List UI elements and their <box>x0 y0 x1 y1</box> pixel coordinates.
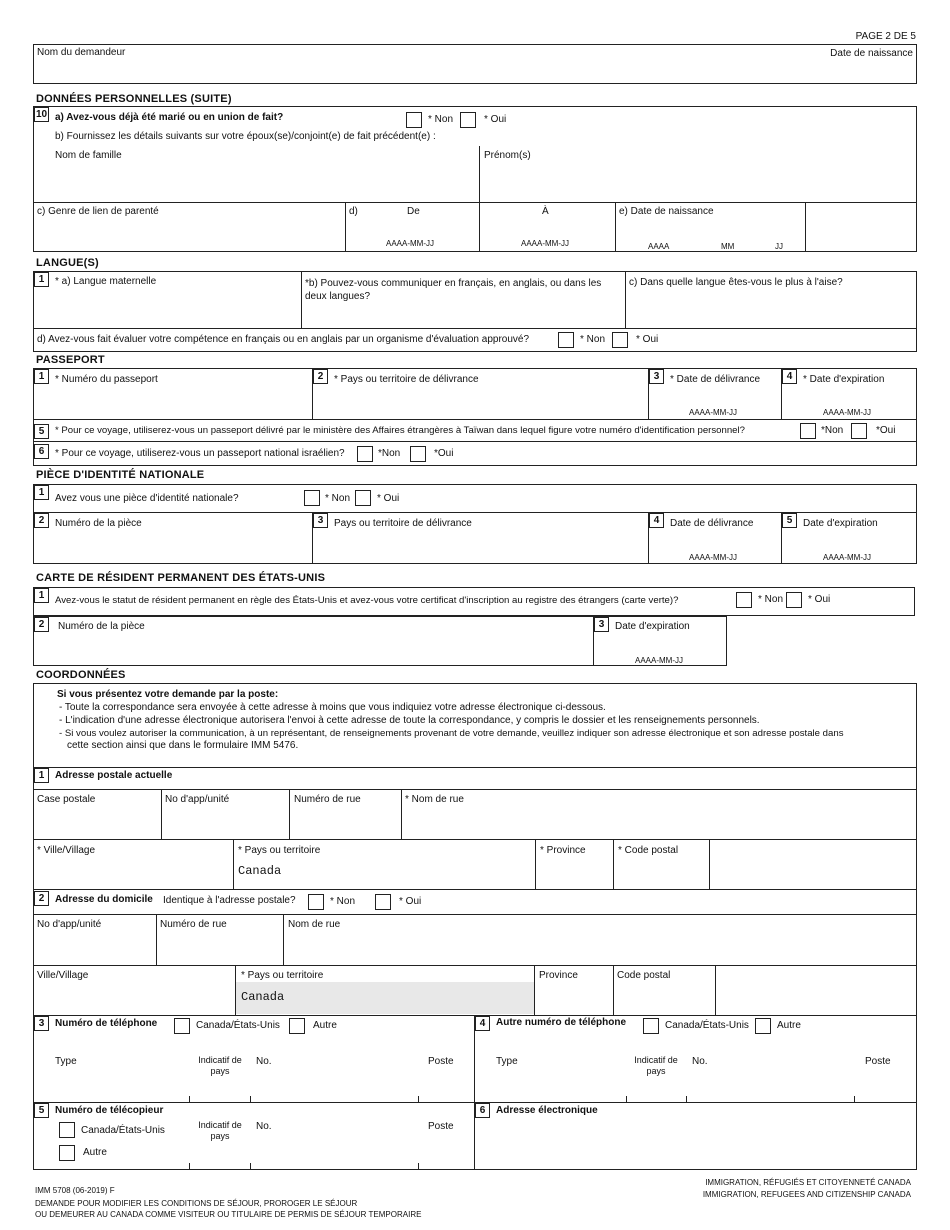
israel-yes-label: *Oui <box>434 448 454 459</box>
residential-address-title: Adresse du domicile <box>55 894 153 905</box>
apartment-unit-field[interactable]: No d'app/unité <box>165 794 230 805</box>
fax-country-code-field[interactable]: Indicatif de pays <box>198 1120 242 1141</box>
taiwan-yes-label: *Oui <box>876 425 896 436</box>
mail-instruction: - L'indication d'une adresse électronique autorisera l'envoi à cette adresse de toute la correspondance, y compris le dossier et les renseignements personnels. <box>59 715 760 726</box>
spouse-birth-date-field[interactable]: e) Date de naissance <box>619 206 714 217</box>
passport-country-field[interactable]: * Pays ou territoire de délivrance <box>334 374 479 385</box>
fax-title: Numéro de télécopieur <box>55 1105 164 1116</box>
taiwan-no-checkbox[interactable] <box>800 423 816 439</box>
passport-issue-date-field[interactable]: * Date de délivrance <box>670 374 761 385</box>
residential-country-select[interactable] <box>236 982 534 1014</box>
residential-street-name-field[interactable]: Nom de rue <box>288 919 341 930</box>
israel-no-checkbox[interactable] <box>357 446 373 462</box>
alt-phone-canada-us-checkbox[interactable] <box>643 1018 659 1034</box>
phone-extension-field[interactable]: Poste <box>428 1056 454 1067</box>
israel-no-label: *Non <box>378 448 401 459</box>
mail-instructions-title: Si vous présentez votre demande par la poste: <box>57 689 279 700</box>
spouse-given-name-field[interactable]: Prénom(s) <box>484 150 531 161</box>
taiwan-passport-question: * Pour ce voyage, utiliserez-vous un passeport délivré par le ministère des Affaires étrangères à Taïwan dans lequel figure votre numéro d'identification personnel? <box>55 425 745 436</box>
page-number: PAGE 2 DE 5 <box>855 31 916 42</box>
question-number: 6 <box>475 1103 490 1118</box>
department-name-en: IMMIGRATION, REFUGEES AND CITIZENSHIP CANADA <box>702 1190 911 1199</box>
spouse-family-name-field[interactable]: Nom de famille <box>55 150 122 161</box>
phone-canada-us-checkbox[interactable] <box>174 1018 190 1034</box>
phone-other-checkbox[interactable] <box>289 1018 305 1034</box>
same-address-no-label: * Non <box>330 896 356 907</box>
residential-postal-code-field[interactable]: Code postal <box>617 970 671 981</box>
mail-instruction: - Toute la correspondance sera envoyée à cette adresse à moins que vous indiquiez votre adresse électronique ci-dessous. <box>59 702 606 713</box>
national-id-yes-checkbox[interactable] <box>355 490 371 506</box>
from-date-field[interactable]: De <box>407 206 420 217</box>
contact-info-title: COORDONNÉES <box>36 669 126 681</box>
city-field[interactable]: * Ville/Village <box>37 845 96 856</box>
question-number: 5 <box>34 424 49 439</box>
question-number: 3 <box>649 369 664 384</box>
question-number: 4 <box>782 369 797 384</box>
language-test-no-checkbox[interactable] <box>558 332 574 348</box>
phone-type-field[interactable]: Type <box>55 1056 77 1067</box>
question-number: 2 <box>313 369 328 384</box>
phone-number-field[interactable]: No. <box>256 1056 272 1067</box>
national-id-yes-label: * Oui <box>377 493 400 504</box>
us-pr-card-no-checkbox[interactable] <box>736 592 752 608</box>
form-title-line: DEMANDE POUR MODIFIER LES CONDITIONS DE SÉJOUR, PROROGER LE SÉJOUR <box>35 1199 358 1208</box>
form-number: IMM 5708 (06-2019) F <box>35 1186 115 1195</box>
year-format: AAAA <box>648 242 670 251</box>
national-id-title: PIÈCE D'IDENTITÉ NATIONALE <box>36 469 205 481</box>
question-number: 1 <box>34 272 49 287</box>
language-test-yes-checkbox[interactable] <box>612 332 628 348</box>
same-address-yes-checkbox[interactable] <box>375 894 391 910</box>
native-language-field[interactable]: * a) Langue maternelle <box>55 276 157 287</box>
fax-canada-us-label: Canada/États-Unis <box>81 1125 165 1136</box>
alt-phone-country-code-field[interactable]: Indicatif de pays <box>634 1055 678 1076</box>
question-number: 5 <box>34 1103 49 1118</box>
mailing-address-title: Adresse postale actuelle <box>55 770 173 781</box>
same-address-no-checkbox[interactable] <box>308 894 324 910</box>
phone-country-code-field[interactable]: Indicatif de pays <box>198 1055 242 1076</box>
us-pr-card-number-field[interactable]: Numéro de la pièce <box>58 621 145 632</box>
country-label: * Pays ou territoire <box>238 845 321 856</box>
phone-other-label: Autre <box>313 1020 337 1031</box>
date-of-birth-label: Date de naissance <box>830 48 913 59</box>
us-pr-card-title: CARTE DE RÉSIDENT PERMANENT DES ÉTATS-UNIS <box>36 572 326 584</box>
residential-apartment-field[interactable]: No d'app/unité <box>37 919 102 930</box>
po-box-field[interactable]: Case postale <box>37 794 96 805</box>
day-format: JJ <box>775 242 783 251</box>
residential-province-field[interactable]: Province <box>539 970 578 981</box>
question-number: 1 <box>34 588 49 603</box>
question-number: 3 <box>313 513 328 528</box>
language-test-no-label: * Non <box>580 334 606 345</box>
applicant-name-field[interactable] <box>33 44 917 84</box>
expiry-date-format: AAAA-MM-JJ <box>635 656 683 665</box>
passport-title: PASSEPORT <box>36 354 105 366</box>
province-field[interactable]: * Province <box>540 845 586 856</box>
question-number: 2 <box>34 513 49 528</box>
to-date-format: AAAA-MM-JJ <box>521 239 569 248</box>
taiwan-no-label: *Non <box>821 425 844 436</box>
national-id-question: Avez vous une pièce d'identité nationale? <box>55 493 239 504</box>
department-name-fr: IMMIGRATION, RÉFUGIÉS ET CITOYENNETÉ CANADA <box>705 1178 911 1187</box>
national-id-no-label: * Non <box>325 493 351 504</box>
languages-title: LANGUE(S) <box>36 257 99 269</box>
same-address-yes-label: * Oui <box>399 896 422 907</box>
period-label: d) <box>349 206 358 217</box>
mail-instruction: cette section ainsi que dans le formulaire IMM 5476. <box>67 740 299 751</box>
married-question: a) Avez-vous déjà été marié ou en union de fait? <box>55 112 284 123</box>
question-number: 2 <box>34 891 49 906</box>
communicate-language-field[interactable]: *b) Pouvez-vous communiquer en français, en anglais, ou dans les deux langues? <box>305 278 602 302</box>
national-id-no-checkbox[interactable] <box>304 490 320 506</box>
married-yes-checkbox[interactable] <box>460 112 476 128</box>
passport-number-field[interactable]: * Numéro du passeport <box>55 374 158 385</box>
national-id-issue-date-field[interactable]: Date de délivrance <box>670 518 754 529</box>
alt-phone-other-checkbox[interactable] <box>755 1018 771 1034</box>
country-select[interactable]: Canada <box>238 864 282 878</box>
fax-canada-us-checkbox[interactable] <box>59 1122 75 1138</box>
married-yes-label: * Oui <box>484 114 507 125</box>
from-date-format: AAAA-MM-JJ <box>386 239 434 248</box>
national-id-expiry-date-field[interactable]: Date d'expiration <box>803 518 878 529</box>
alt-phone-canada-us-label: Canada/États-Unis <box>665 1020 749 1031</box>
married-no-checkbox[interactable] <box>406 112 422 128</box>
alt-phone-other-label: Autre <box>777 1020 801 1031</box>
personal-details-title: DONNÉES PERSONNELLES (SUITE) <box>36 93 232 105</box>
expiry-date-format: AAAA-MM-JJ <box>823 408 871 417</box>
us-pr-card-no-label: * Non <box>758 594 784 605</box>
national-id-number-field[interactable]: Numéro de la pièce <box>55 518 142 529</box>
married-no-label: * Non <box>428 114 454 125</box>
residential-country-value: Canada <box>241 990 285 1004</box>
alt-phone-extension-field[interactable]: Poste <box>865 1056 891 1067</box>
passport-expiry-date-field[interactable]: * Date d'expiration <box>803 374 885 385</box>
question-number: 3 <box>594 617 609 632</box>
residential-country-label: * Pays ou territoire <box>241 970 324 981</box>
most-at-ease-language-field[interactable]: c) Dans quelle langue êtes-vous le plus à l'aise? <box>629 277 843 288</box>
expiry-date-format: AAAA-MM-JJ <box>823 553 871 562</box>
form-title-line: OU DEMEURER AU CANADA COMME VISITEUR OU TITULAIRE DE PERMIS DE SÉJOUR TEMPORAIRE <box>35 1210 422 1219</box>
us-pr-card-expiry-field[interactable]: Date d'expiration <box>615 621 690 632</box>
phone-canada-us-label: Canada/États-Unis <box>196 1020 280 1031</box>
language-test-question: d) Avez-vous fait évaluer votre compétence en français ou en anglais par un organisme d'évaluation approuvé? <box>37 334 530 345</box>
fax-other-label: Autre <box>83 1147 107 1158</box>
street-name-field[interactable]: * Nom de rue <box>405 794 464 805</box>
israeli-passport-question: * Pour ce voyage, utiliserez-vous un passeport national israélien? <box>55 448 345 459</box>
issue-date-format: AAAA-MM-JJ <box>689 553 737 562</box>
residential-street-number-field[interactable]: Numéro de rue <box>160 919 227 930</box>
residential-city-field[interactable]: Ville/Village <box>37 970 89 981</box>
month-format: MM <box>721 242 735 251</box>
same-as-mailing-question: Identique à l'adresse postale? <box>163 895 296 906</box>
fax-other-checkbox[interactable] <box>59 1145 75 1161</box>
applicant-name-label: Nom du demandeur <box>37 47 126 58</box>
language-test-yes-label: * Oui <box>636 334 659 345</box>
postal-code-field[interactable]: * Code postal <box>618 845 679 856</box>
question-number: 1 <box>34 485 49 500</box>
question-number: 5 <box>782 513 797 528</box>
fax-number-field[interactable]: No. <box>256 1121 272 1132</box>
relationship-type-field[interactable]: c) Genre de lien de parenté <box>37 206 159 217</box>
to-date-field[interactable]: À <box>542 206 549 217</box>
alt-phone-type-field[interactable]: Type <box>496 1056 518 1067</box>
street-number-field[interactable]: Numéro de rue <box>294 794 361 805</box>
alternate-phone-title: Autre numéro de téléphone <box>496 1017 627 1028</box>
question-number: 1 <box>34 768 49 783</box>
issue-date-format: AAAA-MM-JJ <box>689 408 737 417</box>
question-number: 6 <box>34 444 49 459</box>
us-pr-card-yes-label: * Oui <box>808 594 831 605</box>
question-number: 3 <box>34 1016 49 1031</box>
question-number: 4 <box>475 1016 490 1031</box>
question-number: 2 <box>34 617 49 632</box>
alt-phone-number-field[interactable]: No. <box>692 1056 708 1067</box>
us-pr-card-question: Avez-vous le statut de résident permanent en règle des États-Unis et avez-vous votre certificat d'inscription au registre des étrangers (carte verte)? <box>55 595 679 606</box>
us-pr-card-yes-checkbox[interactable] <box>786 592 802 608</box>
question-number: 4 <box>649 513 664 528</box>
email-field[interactable]: Adresse électronique <box>496 1105 598 1116</box>
previous-spouse-instruction: b) Fournissez les détails suivants sur votre époux(se)/conjoint(e) de fait précédent(e) : <box>55 131 436 142</box>
mail-instruction: - Si vous voulez autoriser la communication, à un représentant, de renseignements provenant de votre demande, veuillez indiquer son adresse électronique et son adresse postale dans <box>59 728 844 739</box>
fax-extension-field[interactable]: Poste <box>428 1121 454 1132</box>
question-number: 10 <box>35 109 48 120</box>
phone-title: Numéro de téléphone <box>55 1018 158 1029</box>
question-number: 1 <box>34 369 49 384</box>
israel-yes-checkbox[interactable] <box>410 446 426 462</box>
national-id-country-field[interactable]: Pays ou territoire de délivrance <box>334 518 472 529</box>
taiwan-yes-checkbox[interactable] <box>851 423 867 439</box>
